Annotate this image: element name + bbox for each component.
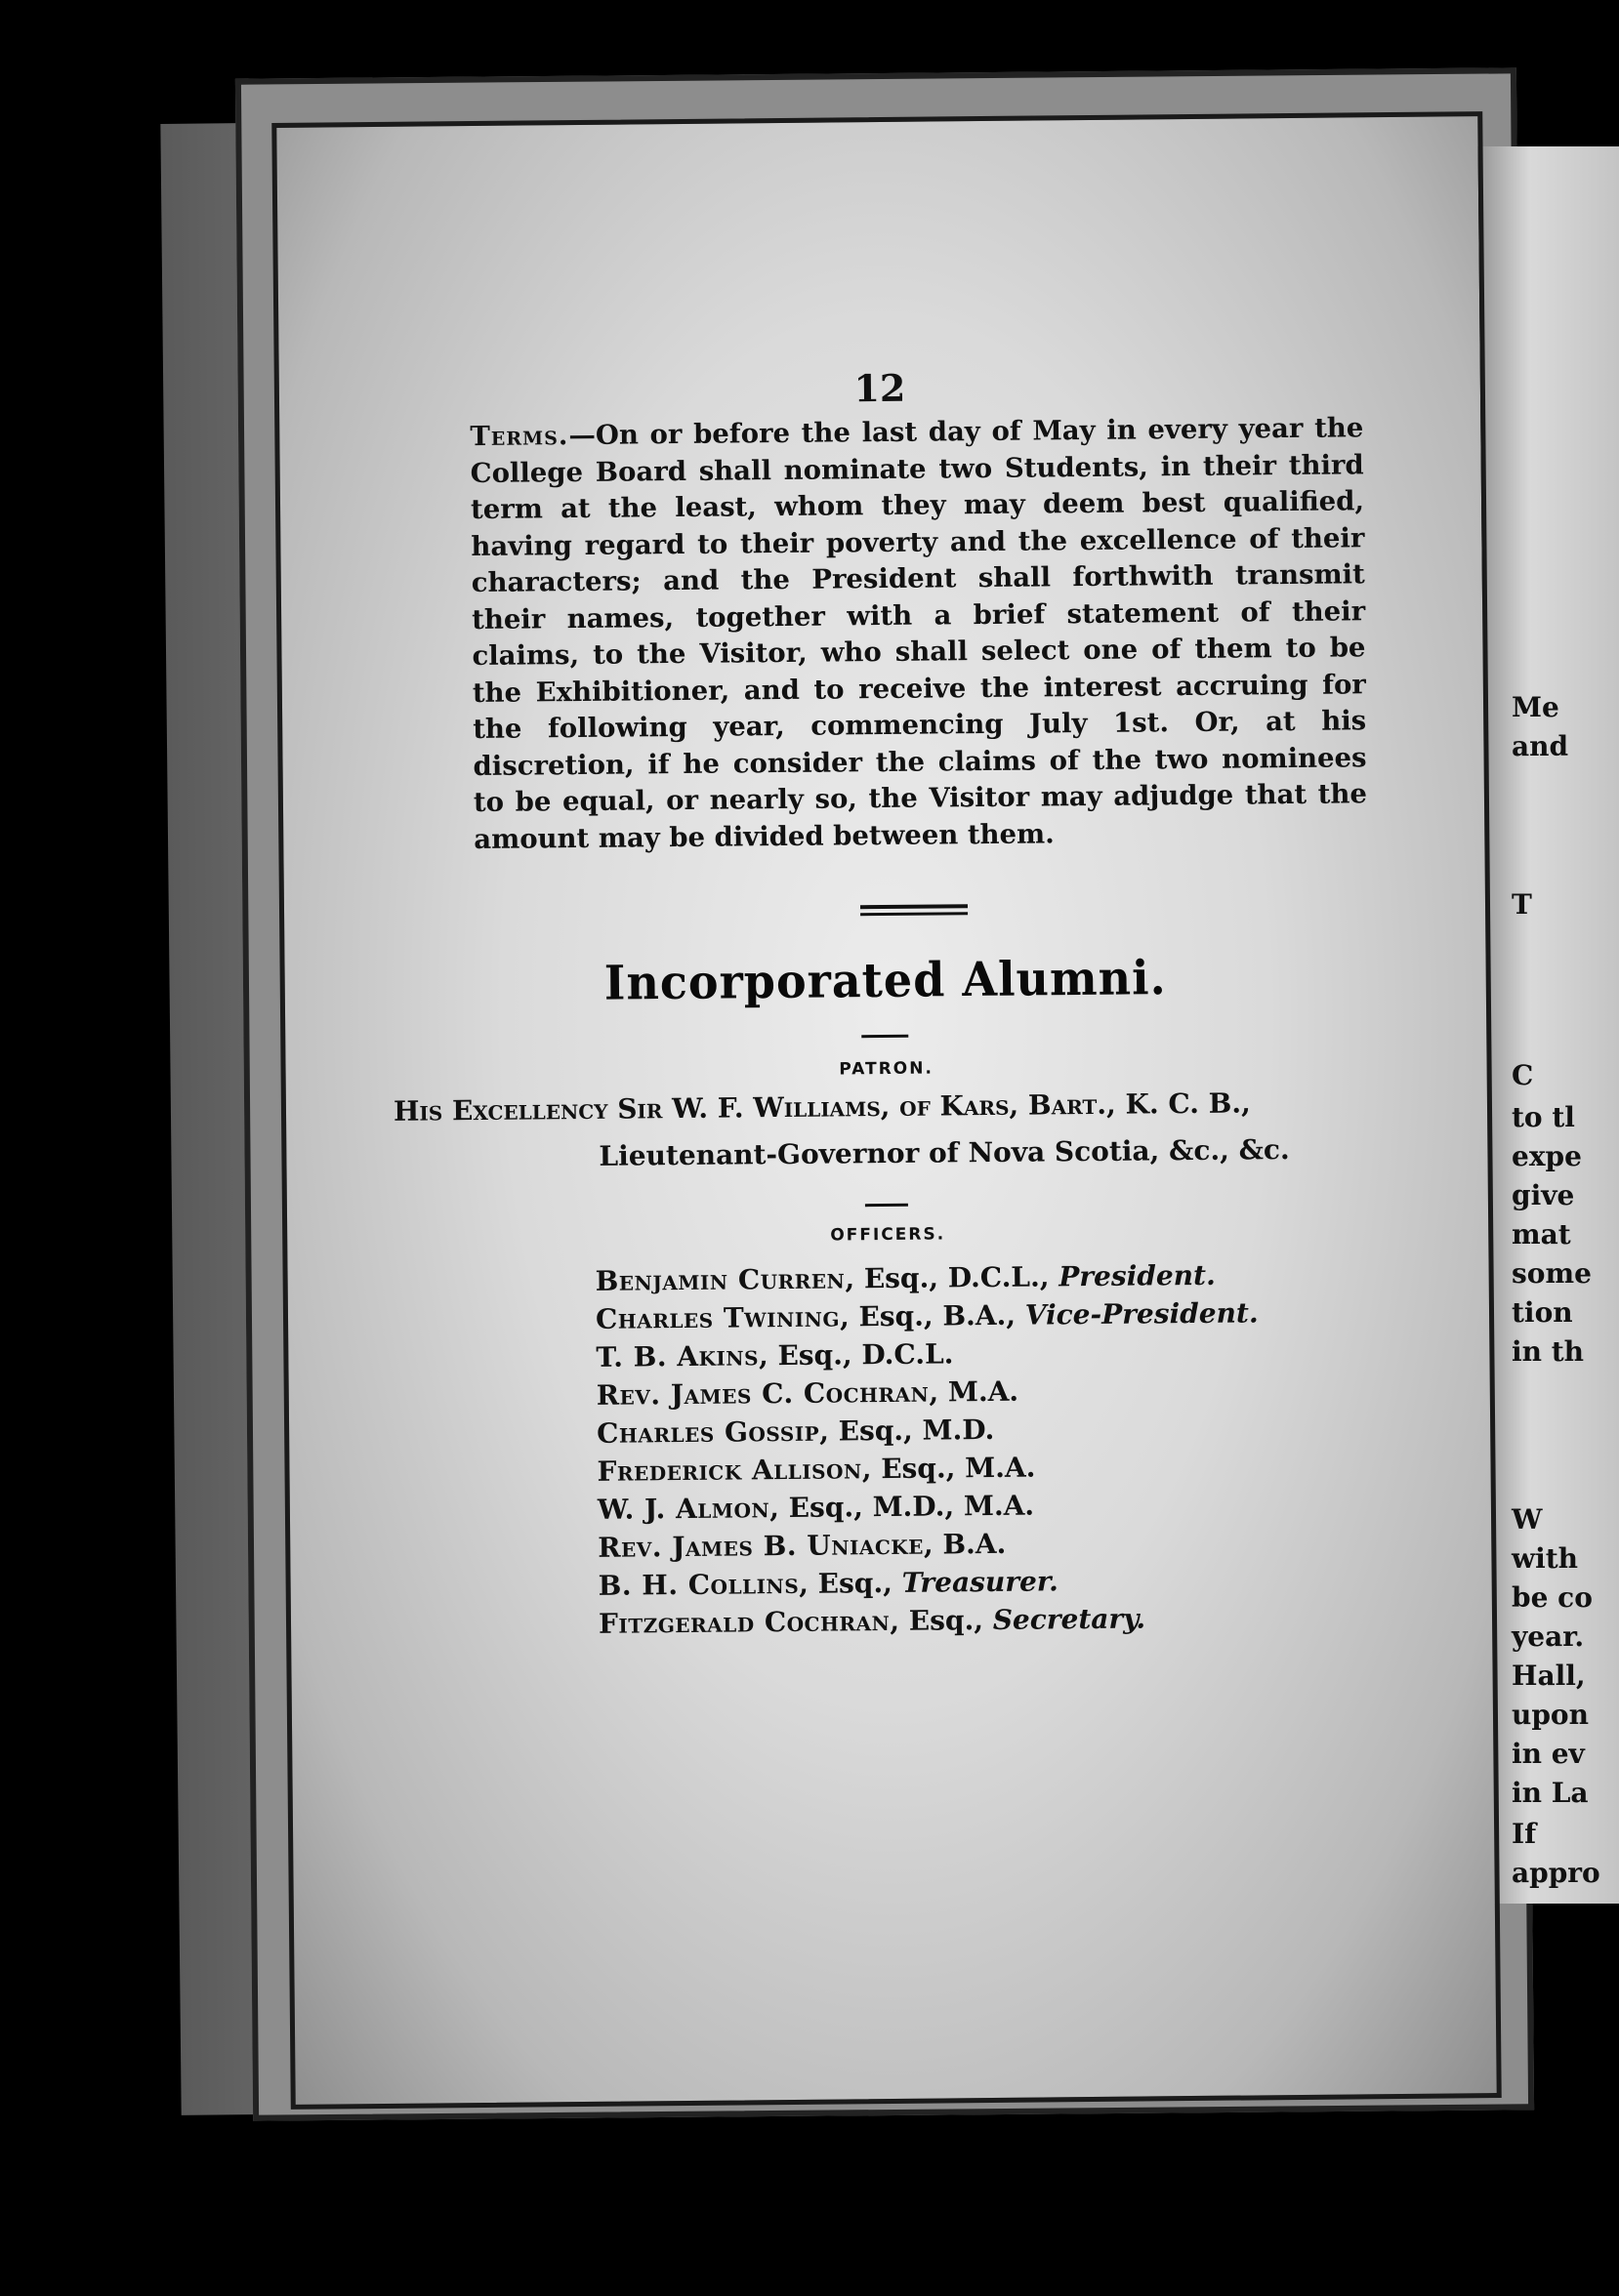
- fragment-text: give: [1512, 1179, 1575, 1211]
- fragment-text: be co: [1512, 1581, 1593, 1614]
- officer-name: Rev. James C. Cochran: [596, 1375, 930, 1412]
- officer-role: Vice-President.: [1024, 1296, 1259, 1332]
- officer-suffix: , Esq.,: [799, 1566, 902, 1600]
- patron-line-1: His Excellency Sir W. F. Williams, of Kars, Bart., K. C. B.,: [393, 1086, 1251, 1128]
- officer-name: T. B. Akins: [596, 1339, 760, 1374]
- fragment-text: Hall,: [1512, 1660, 1586, 1692]
- officer-name: W. J. Almon: [597, 1492, 770, 1526]
- officer-name: Charles Gossip: [597, 1414, 820, 1450]
- officer-suffix: , M.A.: [929, 1374, 1019, 1409]
- fragment-text: T: [1512, 888, 1532, 921]
- officer-entry: [597, 1370, 1260, 1414]
- fragment-text: year.: [1512, 1620, 1585, 1653]
- officer-name: Fitzgerald Cochran: [598, 1604, 891, 1640]
- fragment-text: appro: [1512, 1857, 1600, 1889]
- officer-entry: [597, 1408, 1260, 1453]
- officer-suffix: , Esq., B.A.,: [839, 1298, 1025, 1333]
- fragment-text: some: [1512, 1257, 1592, 1290]
- officer-entry: [596, 1332, 1259, 1376]
- officer-name: Charles Twining: [595, 1300, 841, 1335]
- fragment-text: tion: [1512, 1296, 1573, 1329]
- fragment-text: W: [1512, 1503, 1543, 1536]
- officer-entry: [598, 1560, 1261, 1605]
- terms-paragraph: [470, 410, 1367, 858]
- officer-suffix: , Esq., D.C.L.,: [845, 1260, 1059, 1295]
- officer-name: Frederick Allison: [597, 1453, 862, 1488]
- officer-entry: [598, 1522, 1261, 1567]
- section-title: Incorporated Alumni.: [603, 949, 1167, 1011]
- section-rule: [860, 904, 968, 909]
- fragment-text: Me: [1512, 691, 1559, 723]
- officer-name: Benjamin Curren: [595, 1262, 846, 1297]
- fragment-text: with: [1512, 1542, 1579, 1575]
- fragment-text: If: [1512, 1818, 1537, 1850]
- officer-entry: [598, 1484, 1261, 1529]
- fragment-text: in th: [1512, 1335, 1585, 1368]
- officer-suffix: , Esq., M.A.: [861, 1451, 1036, 1486]
- patron-rule: [865, 1204, 908, 1207]
- fragment-text: in La: [1512, 1777, 1589, 1809]
- fragment-text: in ev: [1512, 1738, 1585, 1770]
- terms-lead: Terms.: [470, 420, 569, 453]
- title-rule: [861, 1035, 908, 1038]
- officer-role: Treasurer.: [901, 1565, 1059, 1599]
- main-page: [271, 111, 1501, 2110]
- officer-entry: [596, 1293, 1259, 1338]
- officer-suffix: , Esq., M.D., M.A.: [769, 1489, 1035, 1525]
- officer-entry: [599, 1598, 1262, 1643]
- officer-entry: [597, 1446, 1260, 1491]
- officer-role: President.: [1059, 1258, 1216, 1293]
- section-rule: [860, 912, 968, 916]
- fragment-text: to tl: [1512, 1101, 1575, 1133]
- officer-suffix: , Esq., D.C.L.: [758, 1337, 954, 1373]
- fragment-text: C: [1512, 1059, 1534, 1091]
- fragment-text: expe: [1512, 1140, 1582, 1172]
- officers-list: [595, 1255, 1261, 1642]
- officer-suffix: , B.A.: [923, 1527, 1007, 1561]
- officer-entry: [595, 1255, 1258, 1300]
- fragment-text: upon: [1512, 1699, 1589, 1731]
- patron-line-2: Lieutenant-Governor of Nova Scotia, &c., &c.: [599, 1133, 1290, 1172]
- terms-text: —On or before the last day of May in every year the College Board shall nominate two Students, in their third term at the least, whom they may deem best qualified, having regard to their poverty and the excellence of their characters; and the President shall forthwith transmit their names, together with a brief statement of their claims, to the Visitor, who shall select one of them to be the Exhibitioner, and to receive the interest accruing for the following year, commencing July 1st. Or, at his discretion, if he consider the claims of the two nominees to be equal, or nearly so, the Visitor may adjudge that the amount may be divided between them.: [470, 412, 1368, 855]
- fragment-text: and: [1512, 730, 1569, 762]
- page-number: 12: [853, 365, 906, 411]
- fragment-text: mat: [1512, 1218, 1571, 1250]
- officer-name: B. H. Collins: [598, 1567, 800, 1602]
- officer-role: Secretary.: [992, 1602, 1146, 1636]
- officer-suffix: , Esq., M.D.: [818, 1413, 995, 1448]
- patron-heading: PATRON.: [839, 1058, 934, 1080]
- officers-heading: OFFICERS.: [830, 1224, 946, 1246]
- officer-suffix: , Esq.,: [890, 1603, 993, 1637]
- officer-name: Rev. James B. Uniacke: [598, 1528, 925, 1564]
